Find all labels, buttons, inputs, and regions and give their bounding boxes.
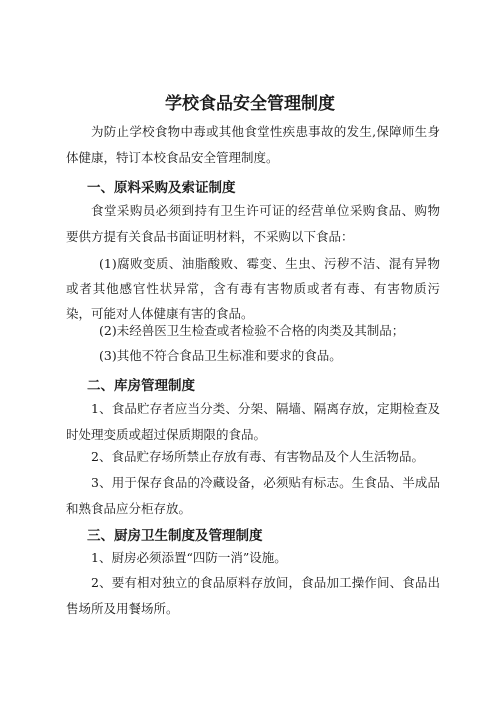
section-1-item-1: (1)腐败变质、油脂酸败、霉变、生虫、污秽不洁、混有异物或者其他感官性状异常，含有毒有害物质或者有毒、有害物质污染，可能对人体健康有害的食品。 [66, 256, 440, 321]
section-1-item-3: (3)其他不符合食品卫生标准和要求的食品。 [99, 348, 342, 363]
section-heading-1: 一、原料采购及索证制度 [87, 180, 236, 196]
document-title: 学校食品安全管理制度 [165, 94, 335, 114]
section-2-paragraph-2: 2、食品贮存场所禁止存放有毒、有害物品及个人生活物品。 [91, 449, 424, 464]
section-1-paragraph-1: 食堂采购员必须到持有卫生许可证的经营单位采购食品、购物要供方提有关食品书面证明材料，不采购以下食品： [66, 203, 440, 244]
section-heading-3: 三、厨房卫生制度及管理制度 [87, 528, 263, 544]
section-3-paragraph-2: 2、要有相对独立的食品原料存放间，食品加工操作间、食品出售场所及用餐场所。 [66, 575, 440, 616]
section-1-item-2: (2)未经兽医卫生检查或者检验不合格的肉类及其制品； [99, 323, 405, 338]
intro-paragraph: 为防止学校食物中毒或其他食堂性疾患事故的发生,保障师生身体健康，特订本校食品安全管理制度。 [66, 124, 440, 165]
section-3-paragraph-1: 1、厨房必须添置“四防一消”设施。 [91, 550, 287, 565]
section-2-paragraph-3: 3、用于保存食品的冷藏设备，必须贴有标志。生食品、半成品和熟食品应分柜存放。 [66, 475, 440, 516]
section-2-paragraph-1: 1、食品贮存者应当分类、分架、隔墙、隔离存放，定期检查及时处理变质或超过保质期限的食品。 [66, 401, 440, 442]
section-heading-2: 二、库房管理制度 [87, 378, 195, 394]
